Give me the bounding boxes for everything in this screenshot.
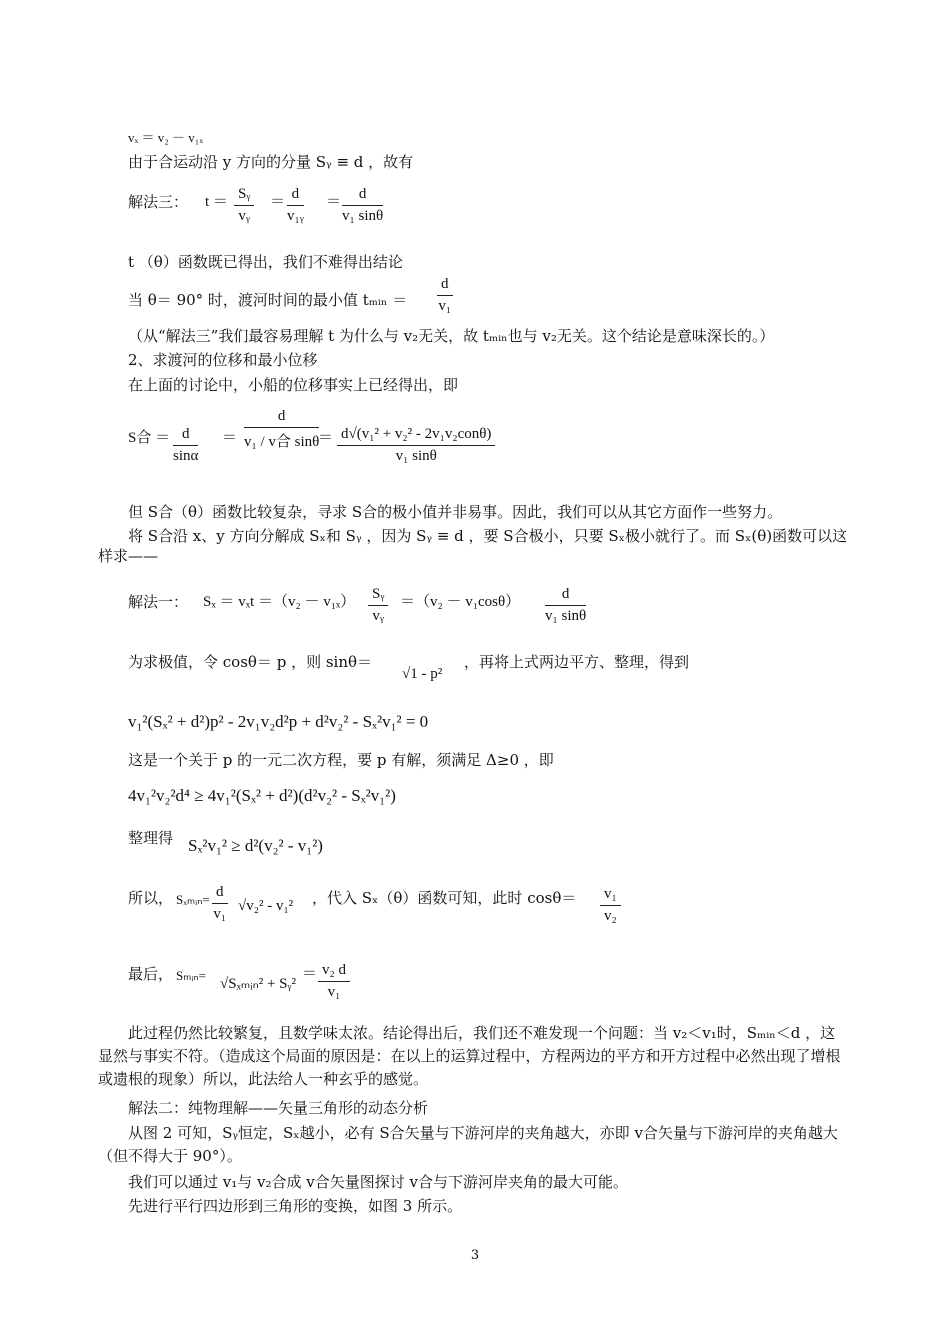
inequality: 4v₁²v₂²d⁴ ≥ 4v₁²(Sₓ² + d²)(d²v₂² - Sₓ²v₁²): [128, 786, 396, 805]
t-eq: t ＝: [205, 194, 228, 210]
text-line-sy: 由于合运动沿 y 方向的分量 Sᵧ ≡ d ，故有: [128, 153, 414, 171]
frac-den: v₁ / v合 sinθ: [244, 434, 320, 450]
frac-num: d√(v₁² + v₂² - 2v₁v₂conθ): [337, 426, 495, 446]
sqrt-one-minus-p2: √1 - p²: [402, 666, 443, 682]
paragraph-figure2: 从图 2 可知，Sᵧ恒定，Sₓ越小，必有 S合矢量与下游河岸的夹角越大，亦即 v合矢量与下游河岸的夹角越大（但不得大于 90°）。: [98, 1124, 838, 1165]
text-line-tmin: 当 θ＝ 90° 时，渡河时间的最小值 tₘᵢₙ ＝: [128, 291, 408, 309]
text-line-remark: （从“解法三”我们最容易理解 t 为什么与 v₂无关，故 tₘᵢₙ也与 v₂无关。这个结论是意味深长的。）: [128, 327, 775, 345]
text-line-cos: ，代入 Sₓ（θ）函数可知，此时 cosθ＝: [312, 889, 577, 907]
finally-label: 最后，: [128, 965, 174, 983]
text-line-extremum: 为求极值，令 cosθ＝ p ，则 sinθ＝: [128, 653, 373, 671]
quadratic-equation: v₁²(Sₓ² + d²)p² - 2v₁v₂d²p + d²v₂² - Sₓ²v₁² = 0: [128, 712, 429, 731]
section-heading-displacement: 2、求渡河的位移和最小位移: [128, 351, 318, 369]
text-line-conclusion: t （θ）函数既已得出，我们不难得出结论: [128, 253, 403, 271]
text-line-quadratic: 这是一个关于 p 的一元二次方程，要 p 有解，须满足 Δ≥0 ，即: [128, 751, 554, 769]
fraction-complex: [244, 408, 319, 451]
text-line-extremum-tail: ，再将上式两边平方、整理，得到: [464, 653, 690, 671]
equals: ＝: [270, 194, 286, 210]
equals: ＝: [302, 966, 318, 982]
text-line-discussion: 在上面的讨论中，小船的位移事实上已经得出，即: [128, 376, 459, 394]
fraction-d-v1y: [287, 186, 304, 225]
frac-den: v₁: [438, 298, 452, 314]
frac-den: v₁ sinθ: [342, 208, 384, 224]
result-inequality: Sₓ²v₁² ≥ d²(v₂² - v₁²): [188, 836, 323, 855]
paragraph-critique: 此过程仍然比较繁复，且数学味太浓。结论得出后，我们还不难发现一个问题：当 v₂＜v₁时，Sₘᵢₙ＜d ，这显然与事实不符。（造成这个局面的原因是：在以上的运算过程中，方程两边的平方和开方过程中必然出现了增根或遗根的现象）所以，此法给人一种玄乎的感觉。: [98, 1024, 841, 1088]
frac-den: v₂: [604, 908, 617, 924]
fraction-d-v1sin: [545, 586, 586, 625]
frac-den: vᵧ: [238, 208, 250, 224]
frac-num: v₂ d: [318, 962, 350, 982]
frac-den: v₁: [213, 906, 227, 922]
frac-num: d: [545, 586, 586, 606]
frac-den: vᵧ: [372, 608, 384, 624]
method-two-heading: 解法二：纯物理解——矢量三角形的动态分析: [128, 1099, 429, 1117]
arrange-label: 整理得: [128, 829, 174, 847]
frac-den: v₁ sinθ: [395, 448, 437, 464]
frac-den: v₁: [327, 984, 341, 1000]
frac-num: d: [342, 186, 383, 206]
fraction-sy-vy: [234, 186, 254, 225]
smin-label: Sₘᵢₙ=: [176, 968, 206, 983]
frac-num: Sᵧ: [368, 586, 388, 606]
frac-num: d: [173, 426, 198, 446]
equals: ＝: [222, 430, 238, 446]
fraction-d-v1: [437, 276, 453, 315]
method-three-label: 解法三：: [128, 193, 189, 211]
sxmin-label: Sₓₘᵢₙ=: [176, 892, 210, 907]
frac-den: v₁ᵧ: [287, 208, 304, 224]
sx-middle: ＝（v₂ － v₁cosθ）: [400, 594, 521, 610]
frac-num: d: [244, 408, 319, 428]
frac-num: d: [437, 276, 453, 296]
text-paragraph-decompose: 将 S合沿 x、y 方向分解成 Sₓ和 Sᵧ ，因为 Sᵧ ≡ d ，要 S合极小，只要 Sₓ极小就行了。而 Sₓ(θ)函数可以这样求——: [98, 527, 848, 565]
fraction-v2d-v1: [318, 962, 350, 1001]
equals: ＝: [326, 194, 342, 210]
fraction-big: [337, 426, 495, 465]
frac-num: d: [212, 884, 228, 904]
fraction-v1-v2: [600, 886, 621, 925]
frac-den: v₁ sinθ: [545, 608, 587, 624]
vx-equation: vₓ ＝ v₂ － v₁ₓ: [128, 130, 204, 145]
s-he-eq: S合 ＝: [128, 430, 171, 446]
fraction-d-sina: [173, 426, 198, 465]
page-number: 3: [470, 1248, 480, 1263]
text-line-complex: 但 S合（θ）函数比较复杂，寻求 S合的极小值并非易事。因此，我们可以从其它方面作一些努力。: [128, 503, 783, 521]
text-line-vector: 我们可以通过 v₁与 v₂合成 v合矢量图探讨 v合与下游河岸夹角的最大可能。: [128, 1173, 628, 1191]
sqrt-sum: √Sₓₘᵢₙ² + Sᵧ²: [220, 976, 296, 992]
text-line-figure3: 先进行平行四边形到三角形的变换，如图 3 所示。: [128, 1197, 463, 1215]
frac-num: d: [287, 186, 304, 206]
therefore-label: 所以，: [128, 889, 174, 907]
fraction-d-v1: [212, 884, 228, 923]
frac-den: sinα: [173, 448, 199, 464]
sx-expression: Sₓ ＝ vₓt ＝（v₂ － v₁ₓ）: [203, 594, 356, 610]
method-one-label: 解法一：: [128, 593, 189, 611]
frac-num: v₁: [600, 886, 621, 906]
fraction-sy-vy: [368, 586, 388, 625]
frac-num: Sᵧ: [234, 186, 254, 206]
sqrt-v-diff: √v₂² - v₁²: [238, 898, 294, 914]
equals: ＝: [318, 430, 334, 446]
fraction-d-v1sin: [342, 186, 383, 225]
